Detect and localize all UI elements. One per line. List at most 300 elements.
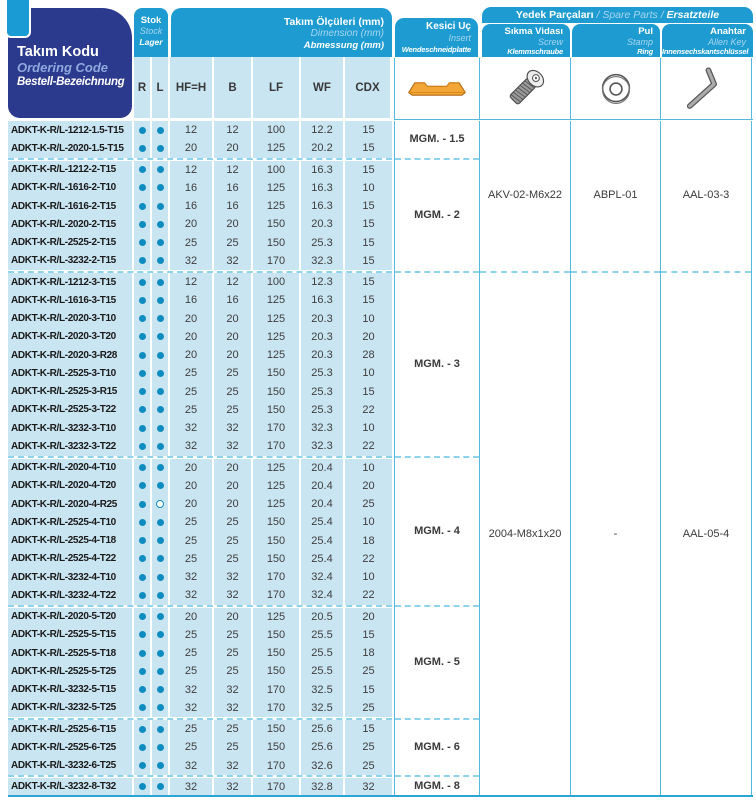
dimension-cell: 100 (253, 121, 301, 139)
dimension-cell: 170 (253, 778, 301, 796)
dimension-cell: 32 (170, 586, 214, 604)
stock-cell (134, 291, 152, 309)
stock-cell (152, 626, 170, 644)
table-row (8, 419, 392, 437)
dimension-cell: 32.3 (301, 252, 345, 270)
stock-cell (134, 197, 152, 215)
dimension-cell: 25 (170, 738, 214, 756)
stock-cell (152, 197, 170, 215)
dimension-cell: 20 (214, 328, 253, 346)
stock-dot-filled (157, 726, 164, 733)
stock-dot-filled (157, 239, 164, 246)
tool-code: ADKT-K-R/L-1616-3-T15 (11, 294, 116, 306)
tool-code-cell (8, 252, 134, 270)
dimensions-label-en: Dimension (mm) (310, 28, 384, 39)
tool-code-cell (8, 608, 134, 626)
table-row (8, 778, 392, 796)
stock-dot-filled (139, 762, 146, 769)
stock-cell (152, 532, 170, 550)
stock-cell (152, 252, 170, 270)
tool-code-cell (8, 291, 134, 309)
tool-code-cell (8, 738, 134, 756)
stock-dot-filled (157, 145, 164, 152)
dimension-cell: 15 (345, 139, 392, 157)
group-separator (8, 717, 392, 720)
dimension-cell: 20 (214, 139, 253, 157)
tool-code: ADKT-K-R/L-1616-2-T15 (11, 200, 116, 212)
group-separator (395, 158, 479, 160)
dimensions-header (171, 8, 392, 57)
dimension-cell: 150 (253, 626, 301, 644)
stock-cell (134, 328, 152, 346)
dimension-cell: 25.3 (301, 383, 345, 401)
stock-dot-filled (139, 297, 146, 304)
dimension-cell: 20 (170, 346, 214, 364)
dimension-cell: 20 (170, 139, 214, 157)
dimension-cell: 25 (214, 383, 253, 401)
dimension-cell: 170 (253, 568, 301, 586)
stock-cell (134, 626, 152, 644)
dimension-cell: 32.5 (301, 699, 345, 717)
screw-label-tr: Sıkma Vidası (504, 26, 563, 37)
stock-cell (134, 364, 152, 382)
dimension-cell: 20 (214, 310, 253, 328)
stock-cell (152, 662, 170, 680)
dimension-cell: 20.3 (301, 346, 345, 364)
dimension-cell: 170 (253, 757, 301, 775)
dimension-cell: 15 (345, 720, 392, 738)
insert-icon (406, 79, 468, 99)
column-header-b: B (214, 57, 253, 118)
column-header-hf: HF=H (170, 57, 214, 118)
table-row (8, 364, 392, 382)
dimension-cell: 12 (214, 161, 253, 179)
dimension-cell: 16.3 (301, 197, 345, 215)
dimension-cell: 170 (253, 699, 301, 717)
dimension-cell: 25.5 (301, 644, 345, 662)
stock-dot-filled (157, 574, 164, 581)
ring-label-en: Stamp (626, 37, 653, 47)
part-icons-row (394, 58, 753, 119)
tool-code-cell (8, 644, 134, 662)
table-row (8, 720, 392, 738)
dimension-cell: 25 (345, 757, 392, 775)
dimension-cell: 125 (253, 139, 301, 157)
tool-code-cell (8, 161, 134, 179)
table-row (8, 121, 392, 139)
stock-cell (134, 161, 152, 179)
stock-cell (152, 179, 170, 197)
stock-dot-filled (139, 406, 146, 413)
stock-dot-filled (157, 370, 164, 377)
group-separator (395, 456, 479, 458)
dimension-cell: 20.4 (301, 495, 345, 513)
group-separator (8, 270, 392, 273)
table-bottom-border (8, 795, 753, 797)
dimension-cell: 150 (253, 513, 301, 531)
dimension-cell: 125 (253, 608, 301, 626)
table-row (8, 586, 392, 604)
dimension-cell: 25 (345, 699, 392, 717)
stock-dot-filled (139, 315, 146, 322)
dimension-cell: 32 (170, 778, 214, 796)
screw-icon-cell (479, 58, 570, 119)
dimension-cell: 20.4 (301, 477, 345, 495)
stock-dot-filled (157, 592, 164, 599)
tool-code-cell (8, 179, 134, 197)
tool-code: ADKT-K-R/L-2525-3-T10 (11, 367, 116, 379)
dimension-cell: 25.3 (301, 234, 345, 252)
table-row (8, 681, 392, 699)
insert-column (394, 121, 479, 795)
stock-cell (152, 310, 170, 328)
dimension-cell: 20 (170, 328, 214, 346)
tool-code: ADKT-K-R/L-2525-6-T25 (11, 741, 116, 753)
table-row (8, 459, 392, 477)
stock-dot-filled (157, 537, 164, 544)
dimension-cell: 20 (170, 310, 214, 328)
tool-code: ADKT-K-R/L-3232-3-T22 (11, 440, 116, 452)
tool-code-cell (8, 757, 134, 775)
dimension-cell: 16.3 (301, 161, 345, 179)
dimension-cell: 10 (345, 179, 392, 197)
stock-dot-filled (139, 519, 146, 526)
ring-icon (593, 66, 639, 112)
stock-cell (134, 757, 152, 775)
group-separator (661, 271, 751, 273)
stock-dot-filled (139, 239, 146, 246)
table-row (8, 437, 392, 455)
dimension-cell: 100 (253, 161, 301, 179)
dimension-cell: 32.3 (301, 419, 345, 437)
stock-dot-filled (157, 762, 164, 769)
tool-code-cell (8, 532, 134, 550)
table-row (8, 738, 392, 756)
key-part-number: AAL-03-3 (682, 189, 730, 201)
tool-code: ADKT-K-R/L-2020-3-T20 (11, 331, 116, 343)
tool-code-cell (8, 401, 134, 419)
dimension-cell: 25 (214, 513, 253, 531)
dimension-cell: 25 (170, 550, 214, 568)
tool-code: ADKT-K-R/L-3232-5-T15 (11, 684, 116, 696)
tool-code-cell (8, 699, 134, 717)
dimension-cell: 25 (170, 720, 214, 738)
dimension-cell: 20 (170, 608, 214, 626)
tool-code-cell (8, 197, 134, 215)
dimension-cell: 32.4 (301, 586, 345, 604)
stock-cell (134, 586, 152, 604)
stock-dot-filled (139, 203, 146, 210)
dimension-cell: 25 (214, 626, 253, 644)
group-separator (395, 775, 479, 777)
ring-part-number: - (613, 528, 618, 540)
table-row (8, 346, 392, 364)
dimension-cell: 15 (345, 681, 392, 699)
tool-code: ADKT-K-R/L-1212-3-T15 (11, 276, 116, 288)
dimension-cell: 20.3 (301, 215, 345, 233)
bookmark-icon (5, 0, 31, 38)
stock-dot-filled (157, 166, 164, 173)
stock-cell (134, 383, 152, 401)
spare-parts-label-tr: Yedek Parçaları (515, 9, 594, 21)
tool-code: ADKT-K-R/L-2525-5-T18 (11, 647, 116, 659)
dimension-cell: 25 (170, 513, 214, 531)
tool-code-cell (8, 459, 134, 477)
dimension-cell: 150 (253, 550, 301, 568)
dimension-cell: 32 (214, 778, 253, 796)
insert-type-label: MGM. - 5 (414, 655, 460, 668)
stock-dot-filled (139, 370, 146, 377)
stock-dot-filled (157, 388, 164, 395)
dimension-cell: 32.4 (301, 568, 345, 586)
dimension-cell: 25 (345, 495, 392, 513)
dimension-cell: 12 (170, 161, 214, 179)
dimension-cell: 25.4 (301, 513, 345, 531)
dimension-cell: 22 (345, 550, 392, 568)
tool-code: ADKT-K-R/L-2020-5-T20 (11, 611, 116, 623)
spare-parts-label-en: Spare Parts (602, 9, 658, 21)
stock-cell (134, 419, 152, 437)
stock-cell (152, 644, 170, 662)
stock-dot-filled (157, 257, 164, 264)
header-data-divider (394, 119, 753, 120)
dimension-cell: 100 (253, 273, 301, 291)
stock-cell (134, 550, 152, 568)
dimension-cell: 32 (170, 699, 214, 717)
dimension-cell: 20 (170, 495, 214, 513)
tool-code: ADKT-K-R/L-2525-6-T15 (11, 723, 116, 735)
tool-code: ADKT-K-R/L-2525-4-T22 (11, 553, 116, 565)
group-separator (8, 775, 392, 778)
tool-code-cell (8, 495, 134, 513)
table-row (8, 273, 392, 291)
dimension-cell: 32 (170, 437, 214, 455)
dimension-cell: 25.5 (301, 662, 345, 680)
dimension-cell: 20 (214, 608, 253, 626)
dimension-cell: 25 (170, 644, 214, 662)
tool-code: ADKT-K-R/L-2020-4-T10 (11, 462, 116, 474)
stock-dot-filled (139, 257, 146, 264)
stock-dot-filled (157, 333, 164, 340)
stock-cell (152, 550, 170, 568)
dimension-cell: 10 (345, 419, 392, 437)
dimension-cell: 16 (214, 197, 253, 215)
stock-dot-filled (139, 464, 146, 471)
insert-label-tr: Kesici Uç (425, 21, 471, 32)
tool-code: ADKT-K-R/L-3232-4-T22 (11, 589, 116, 601)
stock-cell (152, 273, 170, 291)
dimension-cell: 15 (345, 291, 392, 309)
tool-code: ADKT-K-R/L-3232-4-T10 (11, 571, 116, 583)
stock-cell (152, 364, 170, 382)
stock-cell (134, 608, 152, 626)
dimension-cell: 25 (345, 662, 392, 680)
stock-dot-filled (139, 537, 146, 544)
spare-parts-label-de: Ersatzteile (666, 9, 720, 21)
tool-code-cell (8, 550, 134, 568)
dimension-cell: 150 (253, 738, 301, 756)
stock-dot-filled (139, 443, 146, 450)
dimension-cell: 32 (345, 778, 392, 796)
dimension-cell: 125 (253, 477, 301, 495)
stock-cell (134, 401, 152, 419)
dimension-cell: 32 (170, 568, 214, 586)
tool-code-cell (8, 778, 134, 796)
dimension-cell: 20 (214, 215, 253, 233)
dimension-cell: 15 (345, 215, 392, 233)
key-part-number: AAL-05-4 (682, 528, 730, 540)
dimension-cell: 125 (253, 197, 301, 215)
dimension-cell: 18 (345, 644, 392, 662)
group-separator (8, 605, 392, 608)
dimension-cell: 32.3 (301, 437, 345, 455)
dimension-cell: 25 (170, 662, 214, 680)
allen-key-icon (680, 63, 732, 115)
stock-dot-filled (157, 519, 164, 526)
screw-header (482, 24, 570, 57)
group-separator (480, 271, 570, 273)
stock-cell (152, 437, 170, 455)
dimension-cell: 25 (214, 364, 253, 382)
stock-dot-filled (157, 704, 164, 711)
tool-code-label-en: Ordering Code (17, 60, 109, 75)
dimension-cell: 10 (345, 568, 392, 586)
tool-code-cell (8, 681, 134, 699)
dimension-cell: 150 (253, 644, 301, 662)
stock-cell (134, 252, 152, 270)
stock-dot-filled (139, 726, 146, 733)
dimension-cell: 15 (345, 273, 392, 291)
column-header-l: L (152, 57, 170, 118)
tool-code: ADKT-K-R/L-3232-5-T25 (11, 702, 116, 714)
dimension-cell: 12.2 (301, 121, 345, 139)
stock-dot-filled (139, 574, 146, 581)
table-row (8, 662, 392, 680)
dimension-cell: 150 (253, 720, 301, 738)
dimension-cell: 25.6 (301, 720, 345, 738)
dimension-cell: 125 (253, 179, 301, 197)
stock-cell (134, 179, 152, 197)
tool-code-cell (8, 121, 134, 139)
dimensions-label-tr: Takım Ölçüleri (mm) (283, 16, 384, 28)
dimension-cell: 20.3 (301, 328, 345, 346)
stock-dot-filled (139, 166, 146, 173)
stock-cell (134, 477, 152, 495)
table-row (8, 699, 392, 717)
tool-code: ADKT-K-R/L-1212-1.5-T15 (11, 124, 124, 136)
stock-cell (134, 346, 152, 364)
dimension-cell: 15 (345, 383, 392, 401)
dimension-cell: 32 (214, 419, 253, 437)
tool-code-cell (8, 383, 134, 401)
stock-cell (152, 121, 170, 139)
tool-code-cell (8, 215, 134, 233)
stock-dot-open (156, 500, 164, 508)
dimension-cell: 25 (214, 662, 253, 680)
dimension-cell: 25 (170, 532, 214, 550)
tool-code-cell (8, 586, 134, 604)
dimension-cell: 12.3 (301, 273, 345, 291)
dimension-cell: 22 (345, 401, 392, 419)
stock-cell (134, 532, 152, 550)
dimension-cell: 12 (170, 273, 214, 291)
stock-cell (134, 310, 152, 328)
dimension-cell: 20 (170, 459, 214, 477)
dimension-cell: 16 (170, 197, 214, 215)
table-row (8, 477, 392, 495)
stock-cell (134, 662, 152, 680)
dimension-cell: 32 (214, 757, 253, 775)
table-row (8, 608, 392, 626)
stock-cell (152, 419, 170, 437)
separator: / (593, 9, 603, 21)
insert-icon-cell (394, 58, 479, 119)
dimension-cell: 20 (214, 495, 253, 513)
insert-type-label: MGM. - 3 (414, 357, 460, 370)
dimension-cell: 16 (170, 291, 214, 309)
tool-code: ADKT-K-R/L-1616-2-T10 (11, 182, 116, 194)
stock-dot-filled (139, 704, 146, 711)
dimension-cell: 125 (253, 459, 301, 477)
stock-cell (152, 161, 170, 179)
stock-cell (152, 139, 170, 157)
tool-code-cell (8, 513, 134, 531)
column-header-r: R (134, 57, 152, 118)
dimension-cell: 15 (345, 161, 392, 179)
dimension-cell: 18 (345, 532, 392, 550)
screw-part-number: AKV-02-M6x22 (488, 189, 562, 201)
dimension-cell: 10 (345, 513, 392, 531)
stock-cell (152, 720, 170, 738)
dimension-cell: 25 (170, 364, 214, 382)
table-row (8, 197, 392, 215)
tool-code-cell (8, 437, 134, 455)
insert-type-label: MGM. - 8 (414, 780, 460, 793)
tool-table (8, 121, 392, 796)
separator: / (657, 9, 667, 21)
stock-cell (152, 346, 170, 364)
stock-dot-filled (139, 650, 146, 657)
dimension-cell: 25 (214, 644, 253, 662)
stock-dot-filled (139, 668, 146, 675)
stock-dot-filled (139, 686, 146, 693)
stock-header (134, 8, 168, 57)
stock-cell (134, 495, 152, 513)
stock-dot-filled (157, 184, 164, 191)
tool-code-cell (8, 477, 134, 495)
table-row (8, 644, 392, 662)
stock-cell (152, 757, 170, 775)
dimension-cell: 25 (170, 626, 214, 644)
dimension-cell: 25.3 (301, 364, 345, 382)
dimension-cell: 25 (214, 234, 253, 252)
stock-cell (134, 121, 152, 139)
tool-code: ADKT-K-R/L-2525-3-R15 (11, 386, 118, 398)
dimension-cell: 150 (253, 215, 301, 233)
dimension-cell: 32 (170, 419, 214, 437)
dimension-cell: 10 (345, 364, 392, 382)
stock-label-de: Lager (139, 37, 163, 47)
allen-key-label-de: Innensechskantschlüssel (662, 47, 749, 56)
dimension-cell: 25 (345, 738, 392, 756)
stock-cell (152, 291, 170, 309)
tool-code-cell (8, 364, 134, 382)
dimension-cell: 20.2 (301, 139, 345, 157)
dimension-cell: 20.3 (301, 310, 345, 328)
dimension-cell: 32.6 (301, 757, 345, 775)
dimension-cell: 20 (345, 608, 392, 626)
stock-cell (134, 273, 152, 291)
